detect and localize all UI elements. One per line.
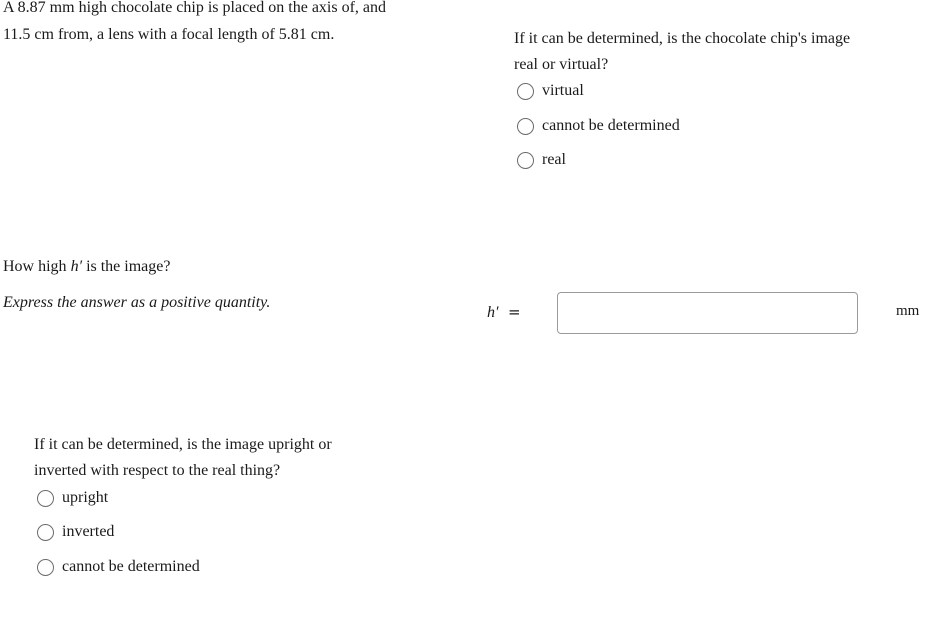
radio-circle-icon[interactable] bbox=[37, 490, 54, 507]
answer-variable: h′ bbox=[487, 304, 499, 321]
radio-circle-icon[interactable] bbox=[517, 152, 534, 169]
radio-option-inverted[interactable] bbox=[37, 521, 114, 543]
radio-label-orientation-cannot-be-determined: cannot be determined bbox=[62, 558, 200, 575]
radio-option-virtual[interactable] bbox=[517, 80, 584, 102]
radio-circle-icon[interactable] bbox=[37, 524, 54, 541]
real-virtual-question-line-2: real or virtual? bbox=[514, 56, 609, 73]
height-question bbox=[3, 258, 170, 276]
radio-label-cannot-be-determined: cannot be determined bbox=[542, 117, 680, 134]
problem-text-line-1: A 8.87 mm high chocolate chip is placed on the axis of, and bbox=[3, 0, 387, 16]
unit-label: mm bbox=[896, 303, 920, 319]
radio-label-real: real bbox=[542, 151, 566, 168]
height-answer-input[interactable] bbox=[557, 292, 858, 334]
equals-sign: = bbox=[508, 303, 521, 321]
orientation-question-line-2: inverted with respect to the real thing? bbox=[34, 462, 281, 479]
problem-text-line-2: 11.5 cm from, a lens with a focal length of 5.81 cm. bbox=[3, 26, 335, 43]
answer-variable-label bbox=[487, 303, 521, 322]
height-question-variable: h′ bbox=[70, 258, 83, 275]
radio-option-orientation-cannot-be-determined[interactable] bbox=[37, 556, 200, 578]
radio-label-virtual: virtual bbox=[542, 82, 584, 99]
radio-circle-icon[interactable] bbox=[517, 83, 534, 100]
height-question-suffix: is the image? bbox=[82, 258, 171, 275]
radio-option-real[interactable] bbox=[517, 149, 566, 171]
height-instruction: Express the answer as a positive quantity. bbox=[3, 294, 271, 311]
radio-circle-icon[interactable] bbox=[37, 559, 54, 576]
radio-label-upright: upright bbox=[62, 489, 109, 506]
orientation-question-line-1: If it can be determined, is the image upright or bbox=[34, 436, 332, 453]
real-virtual-question-line-1: If it can be determined, is the chocolate chip's image bbox=[514, 30, 851, 47]
height-question-prefix: How high bbox=[3, 258, 71, 275]
radio-label-inverted: inverted bbox=[62, 523, 115, 540]
radio-option-cannot-be-determined[interactable] bbox=[517, 115, 680, 137]
radio-circle-icon[interactable] bbox=[517, 118, 534, 135]
radio-option-upright[interactable] bbox=[37, 487, 108, 509]
